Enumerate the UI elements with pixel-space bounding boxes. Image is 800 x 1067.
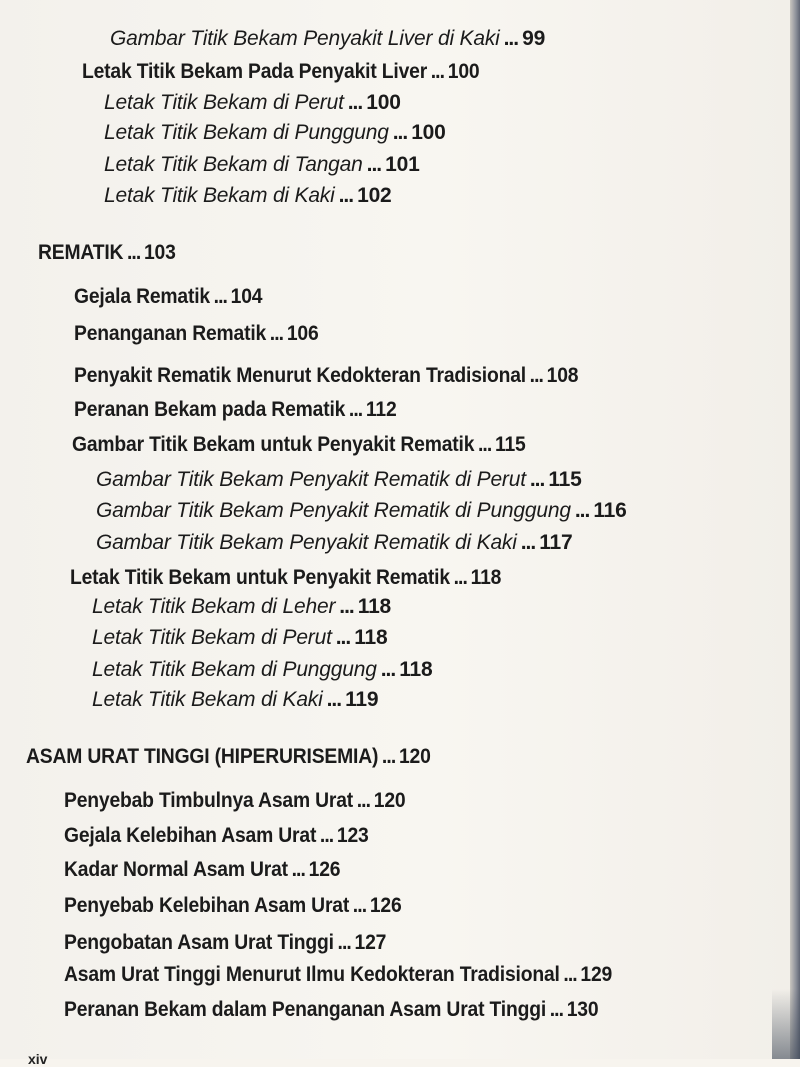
toc-page-number: 129 — [580, 963, 613, 986]
toc-page-number: 100 — [411, 121, 446, 144]
toc-page-number: 101 — [385, 153, 420, 176]
toc-leader-dots: ... — [269, 322, 284, 345]
toc-entry-sub — [92, 687, 378, 713]
toc-entry-sub — [104, 90, 401, 116]
toc-page-number: 106 — [286, 322, 319, 345]
toc-page-number: 119 — [345, 688, 379, 711]
toc-leader-dots: ... — [380, 658, 396, 681]
toc-entry-title: Asam Urat Tinggi Menurut Ilmu Kedokteran Tradisional — [64, 963, 560, 986]
toc-leader-dots: ... — [291, 858, 305, 881]
toc-page-number: 130 — [566, 998, 599, 1021]
toc-page-number: 126 — [308, 858, 341, 881]
toc-entry-title: Letak Titik Bekam di Perut — [104, 91, 344, 114]
toc-entry-title: Letak Titik Bekam di Tangan — [104, 153, 363, 176]
toc-entry-title: ASAM URAT TINGGI (HIPERURISEMIA) — [26, 745, 379, 768]
toc-entry-title: Letak Titik Bekam di Kaki — [104, 184, 335, 207]
toc-entry-title: Penyebab Timbulnya Asam Urat — [64, 789, 354, 812]
toc-entry-sub — [92, 657, 432, 683]
toc-leader-dots: ... — [430, 60, 445, 83]
toc-leader-dots: ... — [529, 468, 545, 491]
toc-leader-dots: ... — [549, 998, 564, 1021]
toc-entry-title: Letak Titik Bekam untuk Penyakit Rematik — [70, 566, 450, 589]
toc-page-number: 118 — [470, 566, 502, 589]
toc-leader-dots: ... — [356, 789, 371, 812]
toc-page-number: 123 — [336, 824, 369, 847]
toc-leader-dots: ... — [335, 626, 351, 649]
toc-leader-dots: ... — [574, 499, 590, 522]
toc-entry-sub — [110, 26, 545, 52]
toc-page-number: 126 — [369, 894, 402, 917]
toc-leader-dots: ... — [381, 745, 396, 768]
toc-entry-title: Gambar Titik Bekam Penyakit Rematik di Punggung — [96, 499, 571, 522]
toc-page-number: 118 — [357, 595, 392, 618]
toc-entry-sub — [92, 594, 391, 620]
toc-entry-sub — [96, 467, 582, 493]
toc-page-number: 100 — [366, 91, 401, 114]
toc-leader-dots: ... — [338, 184, 354, 207]
toc-entry-item — [64, 857, 340, 883]
toc-entry-title: Letak Titik Bekam Pada Penyakit Liver — [82, 60, 428, 83]
toc-page-number: 104 — [230, 285, 263, 308]
toc-entry-item — [74, 363, 578, 389]
toc-entry-item — [64, 823, 369, 849]
toc-entry-title: Gambar Titik Bekam Penyakit Liver di Kaki — [110, 27, 500, 50]
toc-entry-title: Letak Titik Bekam di Punggung — [104, 121, 389, 144]
toc-page-number: 118 — [399, 658, 433, 681]
toc-page-number: 99 — [522, 27, 546, 50]
toc-entry-title: Penyebab Kelebihan Asam Urat — [64, 894, 350, 917]
toc-page-number: 100 — [447, 60, 480, 83]
toc-entry-title: Letak Titik Bekam di Perut — [92, 626, 332, 649]
toc-entry-title: Gejala Kelebihan Asam Urat — [64, 824, 317, 847]
toc-leader-dots: ... — [392, 121, 408, 144]
toc-entry-chapter — [26, 744, 431, 770]
toc-leader-dots: ... — [520, 531, 536, 554]
toc-entry-chapter — [38, 240, 176, 266]
toc-entry-title: Gambar Titik Bekam Penyakit Rematik di Kaki — [96, 531, 517, 554]
toc-leader-dots: ... — [326, 688, 342, 711]
page-edge — [790, 0, 800, 1059]
toc-entry-sub — [104, 183, 392, 209]
toc-entry-item — [74, 284, 262, 310]
toc-entry-title: Letak Titik Bekam di Punggung — [92, 658, 377, 681]
toc-entry-title: REMATIK — [38, 241, 124, 264]
toc-entry-sub — [96, 530, 573, 556]
toc-leader-dots: ... — [529, 364, 543, 387]
page-footer-number: xiv — [28, 1051, 48, 1067]
toc-page-number: 115 — [494, 433, 526, 456]
toc-entry-sub — [96, 498, 627, 524]
toc-entry-title: Letak Titik Bekam di Leher — [92, 595, 336, 618]
toc-entry-item — [64, 893, 402, 919]
toc-entry-title: Gejala Rematik — [74, 285, 210, 308]
toc-entry-title: Penanganan Rematik — [74, 322, 267, 345]
toc-entry-item — [70, 565, 501, 591]
toc-leader-dots: ... — [348, 398, 363, 421]
toc-leader-dots: ... — [352, 894, 367, 917]
toc-entry-title: Gambar Titik Bekam untuk Penyakit Rematik — [72, 433, 475, 456]
toc-page-number: 117 — [539, 531, 573, 554]
toc-entry-item — [64, 962, 612, 988]
toc-page-number: 127 — [354, 931, 387, 954]
toc-leader-dots: ... — [477, 433, 492, 456]
toc-page-number: 120 — [398, 745, 431, 768]
toc-entry-title: Peranan Bekam pada Rematik — [74, 398, 346, 421]
toc-page-number: 103 — [144, 241, 176, 264]
toc-page-number: 120 — [373, 789, 406, 812]
toc-entry-item — [72, 432, 526, 458]
toc-page-number: 102 — [357, 184, 392, 207]
toc-leader-dots: ... — [337, 931, 351, 954]
toc-leader-dots: ... — [503, 27, 519, 50]
toc-entry-title: Pengobatan Asam Urat Tinggi — [64, 931, 334, 954]
toc-page-number: 118 — [354, 626, 388, 649]
toc-leader-dots: ... — [453, 566, 467, 589]
toc-page-number: 112 — [365, 398, 397, 421]
toc-entry-title: Peranan Bekam dalam Penanganan Asam Urat Tinggi — [64, 998, 547, 1021]
toc-entry-title: Kadar Normal Asam Urat — [64, 858, 288, 881]
page-fold-shadow — [772, 989, 800, 1059]
toc-entry-item — [74, 321, 319, 347]
toc-leader-dots: ... — [366, 153, 382, 176]
toc-entry-title: Penyakit Rematik Menurut Kedokteran Tradisional — [74, 364, 526, 387]
toc-leader-dots: ... — [563, 963, 577, 986]
toc-leader-dots: ... — [319, 824, 334, 847]
toc-page-number: 115 — [548, 468, 582, 491]
toc-entry-sub — [92, 625, 388, 651]
toc-page-number: 108 — [546, 364, 579, 387]
toc-entry-item — [64, 997, 598, 1023]
toc-page-number: 116 — [593, 499, 627, 522]
toc-entry-title: Letak Titik Bekam di Kaki — [92, 688, 323, 711]
toc-entry-item — [64, 930, 386, 956]
toc-entry-item — [74, 397, 397, 423]
toc-entry-title: Gambar Titik Bekam Penyakit Rematik di Perut — [96, 468, 526, 491]
toc-entry-item — [64, 788, 405, 814]
toc-leader-dots: ... — [347, 91, 363, 114]
toc-leader-dots: ... — [339, 595, 354, 618]
toc-entry-item — [82, 59, 479, 85]
toc-leader-dots: ... — [126, 241, 141, 264]
toc-leader-dots: ... — [213, 285, 227, 308]
toc-entry-sub — [104, 120, 446, 146]
toc-entry-sub — [104, 152, 420, 178]
